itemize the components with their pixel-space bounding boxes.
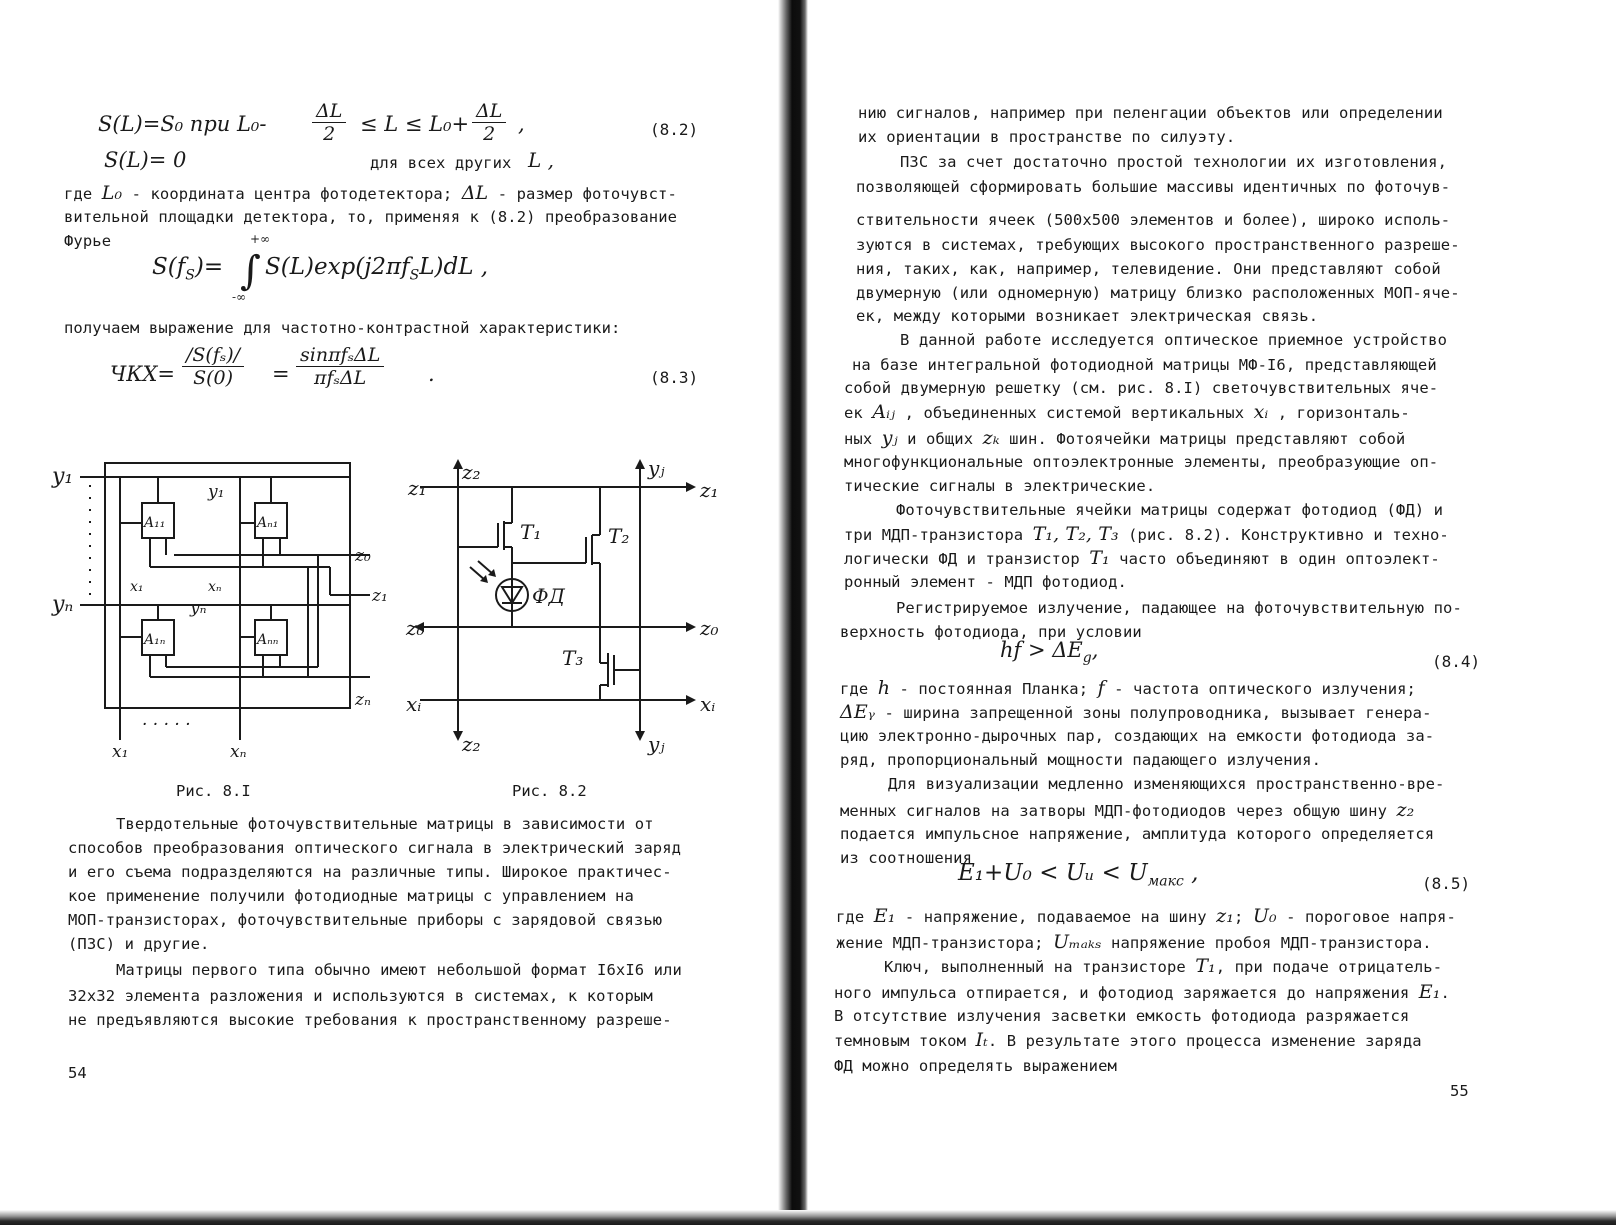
figure-8-1-caption: Рис. 8.I bbox=[176, 782, 251, 800]
eq-8-3-frac2-num: sinπfₛΔL bbox=[296, 344, 384, 367]
text-segment: логически ФД и транзистор bbox=[844, 550, 1080, 568]
eq-8-3-frac2 bbox=[296, 344, 384, 389]
text-segment: - координата центра фотодетектора; bbox=[131, 185, 453, 203]
text-segment: ных bbox=[844, 430, 873, 448]
fig1-label-x1-inner: x₁ bbox=[130, 579, 144, 595]
text-segment: ного импульса отпирается, и фотодиод заряжается до напряжения bbox=[834, 984, 1410, 1002]
fig2-label-z0-right: z₀ bbox=[700, 616, 719, 640]
symbol-zk: zₖ bbox=[982, 427, 1000, 449]
fig2-label-fd: ФД bbox=[532, 584, 565, 608]
symbol-umaks: Uₘₐₖₛ bbox=[1052, 931, 1102, 953]
text-segment: - напряжение, подаваемое на шину bbox=[904, 908, 1207, 926]
right-line-33 bbox=[884, 956, 1442, 977]
para1-line-2: способов преобразования оптического сигнала в электрический заряд bbox=[68, 839, 682, 857]
fig2-arrow-yj-bottom bbox=[635, 731, 645, 741]
symbol-h: h bbox=[877, 677, 891, 699]
fig1-label-a1n: A₁ₙ bbox=[144, 632, 166, 648]
fig1-label-ann: Aₙₙ bbox=[257, 632, 279, 648]
fig1-label-xn-inner: xₙ bbox=[208, 579, 222, 595]
eq-8-4 bbox=[1000, 638, 1098, 666]
eq-8-5 bbox=[958, 860, 1198, 890]
eq-fourier-eq: )= bbox=[194, 254, 224, 280]
eq-8-2-lhs: S(L)=S₀ при L₀- bbox=[98, 112, 267, 136]
fig1-label-z1: z₁ bbox=[372, 586, 388, 606]
text-segment: , горизонталь- bbox=[1277, 404, 1410, 422]
integral-lower-limit: -∞ bbox=[232, 290, 247, 304]
eq-8-5-comma: , bbox=[1191, 860, 1199, 886]
eq-8-5-number: (8.5) bbox=[1422, 874, 1471, 893]
fig1-label-a11: A₁₁ bbox=[144, 515, 166, 531]
right-line-26: ряд, пропорциональный мощности падающего излучения. bbox=[840, 751, 1322, 769]
text-segment: - частота оптического излучения; bbox=[1114, 680, 1416, 698]
right-line-25: цию электронно-дырочных пар, создающих на емкости фотодиода за- bbox=[840, 727, 1435, 745]
symbol-yj: yⱼ bbox=[881, 427, 898, 449]
fig2-label-z0-left: z₀ bbox=[406, 616, 425, 640]
text-segment: жение МДП-транзистора; bbox=[836, 934, 1044, 952]
right-line-31 bbox=[836, 906, 1456, 927]
eq-8-5-body: E₁+U₀ < Uᵤ < U bbox=[958, 860, 1148, 886]
fig2-label-xi-left: xᵢ bbox=[406, 692, 422, 716]
right-line-2: их ориентации в пространстве по силуэту. bbox=[858, 128, 1236, 146]
eq-fourier-sub: S bbox=[185, 267, 195, 284]
text-segment: где bbox=[64, 185, 93, 203]
symbol-t1: T₁ bbox=[1195, 955, 1216, 977]
fig2-label-z2-top: z₂ bbox=[462, 460, 481, 484]
right-line-18 bbox=[844, 524, 1449, 545]
right-line-3: ПЗС за счет достаточно простой технологии их изготовления, bbox=[900, 153, 1448, 171]
eq-8-2-line2: S(L)= 0 bbox=[104, 148, 187, 172]
eq-8-4-sub: g bbox=[1082, 650, 1092, 667]
eq-8-2-line2-sym: L , bbox=[528, 148, 554, 172]
fig1-label-y1: y₁ bbox=[52, 464, 74, 489]
right-line-10: В данной работе исследуется оптическое приемное устройство bbox=[900, 331, 1448, 349]
symbol-delta-l: ΔL bbox=[461, 182, 489, 204]
symbol-transistors: T₁, T₂, T₃ bbox=[1032, 523, 1119, 545]
right-line-8: двумерную (или одномерную) матрицу близко расположенных МОП-яче- bbox=[856, 284, 1460, 302]
left-page bbox=[0, 0, 790, 1225]
integral-upper-limit: +∞ bbox=[250, 232, 271, 246]
symbol-it: Iₜ bbox=[975, 1029, 988, 1051]
text-line-2: вительной площадки детектора, то, применяя к (8.2) преобразование bbox=[64, 208, 678, 226]
eq-8-3-frac1-num: /S(fₛ)/ bbox=[182, 344, 244, 367]
text-segment: и общих bbox=[907, 430, 974, 448]
fig1-label-xn: xₙ bbox=[230, 742, 247, 762]
right-line-13 bbox=[844, 402, 1410, 423]
page-number-left: 54 bbox=[68, 1064, 87, 1082]
text-segment: - ширина запрещенной зоны полупроводника, вызывает генера- bbox=[884, 704, 1432, 722]
eq-8-2-line2-text: для всех других bbox=[370, 154, 512, 172]
fig1-dots-horizontal: · · · · · bbox=[142, 715, 191, 735]
integral-sign: ∫ bbox=[240, 248, 261, 294]
para1-line-5: МОП-транзисторах, фоточувствительные приборы с зарядовой связью bbox=[68, 911, 663, 929]
fig2-label-z1-right: z₁ bbox=[700, 478, 719, 502]
eq-8-5-sub: макс bbox=[1147, 873, 1184, 890]
fig2-label-yj-bottom: yⱼ bbox=[648, 732, 665, 756]
text-line-3: Фурье bbox=[64, 232, 112, 250]
eq-8-3-number: (8.3) bbox=[650, 368, 699, 387]
symbol-xi: xᵢ bbox=[1253, 401, 1269, 423]
eq-8-2-number: (8.2) bbox=[650, 120, 699, 139]
para1-line-6: (ПЗС) и другие. bbox=[68, 935, 210, 953]
right-line-5: ствительности ячеек (500x500 элементов и более), широко исполь- bbox=[856, 211, 1451, 229]
symbol-e1: E₁ bbox=[873, 905, 896, 927]
right-line-22: верхность фотодиода, при условии bbox=[840, 623, 1142, 641]
right-line-9: ек, между которыми возникает электрическая связь. bbox=[856, 307, 1319, 325]
fig2-label-t3: T₃ bbox=[562, 646, 584, 670]
fig1-label-z0: z₀ bbox=[355, 546, 371, 566]
right-line-32 bbox=[836, 932, 1432, 953]
symbol-u0: U₀ bbox=[1252, 905, 1277, 927]
text-segment: - постоянная Планка; bbox=[899, 680, 1089, 698]
fig1-label-yn: yₙ bbox=[52, 592, 74, 617]
right-line-15: многофункциональные оптоэлектронные элементы, преобразующие оп- bbox=[844, 453, 1439, 471]
symbol-e1: E₁ bbox=[1418, 981, 1441, 1003]
para2-line-1: Матрицы первого типа обычно имеют небольшой формат I6xI6 или bbox=[116, 961, 682, 979]
fig2-arrow-z0-right bbox=[686, 622, 696, 632]
eq-8-3-frac1-den: S(0) bbox=[193, 367, 233, 389]
eq-8-3-period: . bbox=[428, 362, 435, 386]
fig2-arrow-xi-right bbox=[686, 695, 696, 705]
fig2-arrow-yj-top bbox=[635, 459, 645, 469]
right-line-28 bbox=[840, 800, 1414, 821]
right-line-1: нию сигналов, например при пеленгации объектов или определении bbox=[858, 104, 1443, 122]
figure-8-2-cell bbox=[400, 455, 730, 760]
eq-8-2-mid bbox=[360, 112, 469, 136]
text-segment: ; bbox=[1233, 908, 1244, 926]
eq-8-2-mid-text: ≤ L ≤ L₀+ bbox=[360, 112, 470, 136]
text-segment: . bbox=[1440, 984, 1450, 1002]
eq-fourier bbox=[152, 254, 223, 284]
eq-8-2-frac1-num: ΔL bbox=[312, 100, 346, 123]
text-segment: три МДП-транзистора bbox=[844, 526, 1024, 544]
text-segment: . В результате этого процесса изменение заряда bbox=[987, 1032, 1422, 1050]
text-segment: часто объединяют в один оптоэлект- bbox=[1119, 550, 1440, 568]
right-line-6: зуются в системах, требующих высокого пространственного разреше- bbox=[856, 236, 1460, 254]
right-line-21: Регистрируемое излучение, падающее на фоточувствительную по- bbox=[896, 599, 1462, 617]
eq-8-3-lhs: ЧКХ= bbox=[110, 362, 176, 386]
text-segment: , объединенных системой вертикальных bbox=[904, 404, 1245, 422]
right-line-30: из соотношения bbox=[840, 849, 973, 867]
eq-8-3-frac2-den: πfₛΔL bbox=[314, 367, 367, 389]
right-line-19 bbox=[844, 548, 1440, 569]
eq-fourier-body-text: S(L)exp(j2πf bbox=[265, 254, 410, 280]
fig2-label-z1-left: z₁ bbox=[408, 476, 427, 500]
text-segment: где bbox=[836, 908, 865, 926]
right-line-7: ния, таких, как, например, телевидение. Они представляют собой bbox=[856, 260, 1441, 278]
right-line-17: Фоточувствительные ячейки матрицы содержат фотодиод (ФД) и bbox=[896, 501, 1444, 519]
fig2-label-t1: T₁ bbox=[520, 520, 542, 544]
para1-line-4: кое применение получили фотодиодные матрицы с управлением на bbox=[68, 887, 634, 905]
right-line-29: подается импульсное напряжение, амплитуда которого определяется bbox=[840, 825, 1435, 843]
right-line-16: тические сигналы в электрические. bbox=[844, 477, 1156, 495]
fig1-label-y1-inner: y₁ bbox=[208, 482, 225, 502]
text-line-4: получаем выражение для частотно-контрастной характеристики: bbox=[64, 319, 621, 337]
symbol-l0: L₀ bbox=[101, 182, 123, 204]
right-line-4: позволяющей сформировать большие массивы идентичных по фоточув- bbox=[856, 178, 1451, 196]
right-line-14 bbox=[844, 428, 1405, 449]
right-line-36 bbox=[834, 1030, 1422, 1051]
right-line-35: В отсутствие излучения засветки емкость фотодиода разряжается bbox=[834, 1007, 1410, 1025]
eq-fourier-lhs: S(f bbox=[152, 254, 186, 280]
figure-8-2-caption: Рис. 8.2 bbox=[512, 782, 587, 800]
fig2-label-z2-bottom: z₂ bbox=[462, 732, 481, 756]
text-segment: шин. Фотоячейки матрицы представляют собой bbox=[1009, 430, 1406, 448]
fig2-label-xi-right: xᵢ bbox=[700, 692, 716, 716]
right-line-12: собой двумерную решетку (см. рис. 8.I) светочувствительных яче- bbox=[844, 379, 1439, 397]
symbol-z2: z₂ bbox=[1396, 799, 1415, 821]
eq-8-3-equals: = bbox=[272, 362, 290, 386]
right-line-34 bbox=[834, 982, 1450, 1003]
fig2-label-yj-top: yⱼ bbox=[648, 456, 665, 480]
text-segment: ек bbox=[844, 404, 863, 422]
eq-8-2-frac2 bbox=[472, 100, 506, 145]
fig1-label-x1: x₁ bbox=[112, 742, 129, 762]
symbol-z1: z₁ bbox=[1216, 905, 1234, 927]
symbol-f: f bbox=[1097, 677, 1105, 699]
eq-fourier-body bbox=[265, 254, 488, 284]
eq-8-4-body: hf > ΔE bbox=[1000, 638, 1083, 662]
right-line-11: на базе интегральной фотодиодной матрицы МФ-I6, представляющей bbox=[852, 356, 1437, 374]
eq-8-2-frac2-num: ΔL bbox=[472, 100, 506, 123]
eq-8-2-frac1 bbox=[312, 100, 346, 145]
right-line-37: ФД можно определять выражением bbox=[834, 1057, 1117, 1075]
right-line-23 bbox=[840, 678, 1416, 699]
symbol-t1: T₁ bbox=[1089, 547, 1110, 569]
right-page bbox=[800, 0, 1616, 1225]
eq-8-4-number: (8.4) bbox=[1432, 652, 1481, 671]
eq-fourier-tail: L)dL , bbox=[419, 254, 489, 280]
text-segment: напряжение пробоя МДП-транзистора. bbox=[1111, 934, 1432, 952]
text-segment: - пороговое напря- bbox=[1286, 908, 1456, 926]
para2-line-2: 32x32 элемента разложения и используются в системах, к которым bbox=[68, 987, 653, 1005]
fig1-label-an1: Aₙ₁ bbox=[257, 515, 279, 531]
eq-8-2-frac1-den: 2 bbox=[323, 123, 336, 145]
eq-8-4-comma: , bbox=[1091, 638, 1099, 662]
symbol-delta-eg: ΔEᵧ bbox=[840, 701, 876, 723]
right-line-27: Для визуализации медленно изменяющихся пространственно-вре- bbox=[888, 775, 1445, 793]
text-segment: где bbox=[840, 680, 869, 698]
eq-8-2-line1 bbox=[98, 112, 266, 136]
eq-8-3-frac1 bbox=[182, 344, 244, 389]
page-number-right: 55 bbox=[1450, 1082, 1469, 1100]
right-line-24 bbox=[840, 702, 1432, 723]
text-segment: - размер фоточувст- bbox=[497, 185, 677, 203]
text-line-1 bbox=[64, 183, 677, 204]
eq-8-2-comma: , bbox=[518, 112, 525, 136]
fig1-label-yn-inner: yₙ bbox=[190, 598, 207, 618]
para2-line-3: не предъявляются высокие требования к пространственному разреше- bbox=[68, 1011, 672, 1029]
text-segment: , при подаче отрицатель- bbox=[1215, 958, 1443, 976]
symbol-aij: Aᵢⱼ bbox=[872, 401, 896, 423]
para1-line-1: Твердотельные фоточувствительные матрицы в зависимости от bbox=[116, 815, 654, 833]
eq-fourier-body-sub: S bbox=[409, 267, 420, 284]
fig2-arrow-z1-right bbox=[686, 482, 696, 492]
text-segment: Ключ, выполненный на транзисторе bbox=[884, 958, 1186, 976]
right-line-20: ронный элемент - МДП фотодиод. bbox=[844, 573, 1127, 591]
fig1-label-zn: zₙ bbox=[355, 690, 371, 710]
eq-8-2-frac2-den: 2 bbox=[483, 123, 496, 145]
text-segment: (рис. 8.2). Конструктивно и техно- bbox=[1128, 526, 1449, 544]
para1-line-3: и его съема подразделяются на различные типы. Широкое практичес- bbox=[68, 863, 672, 881]
text-segment: темновым током bbox=[834, 1032, 967, 1050]
fig2-label-t2: T₂ bbox=[608, 524, 630, 548]
figure-8-1-matrix bbox=[50, 455, 388, 765]
text-segment: менных сигналов на затворы МДП-фотодиодов через общую шину bbox=[840, 802, 1388, 820]
